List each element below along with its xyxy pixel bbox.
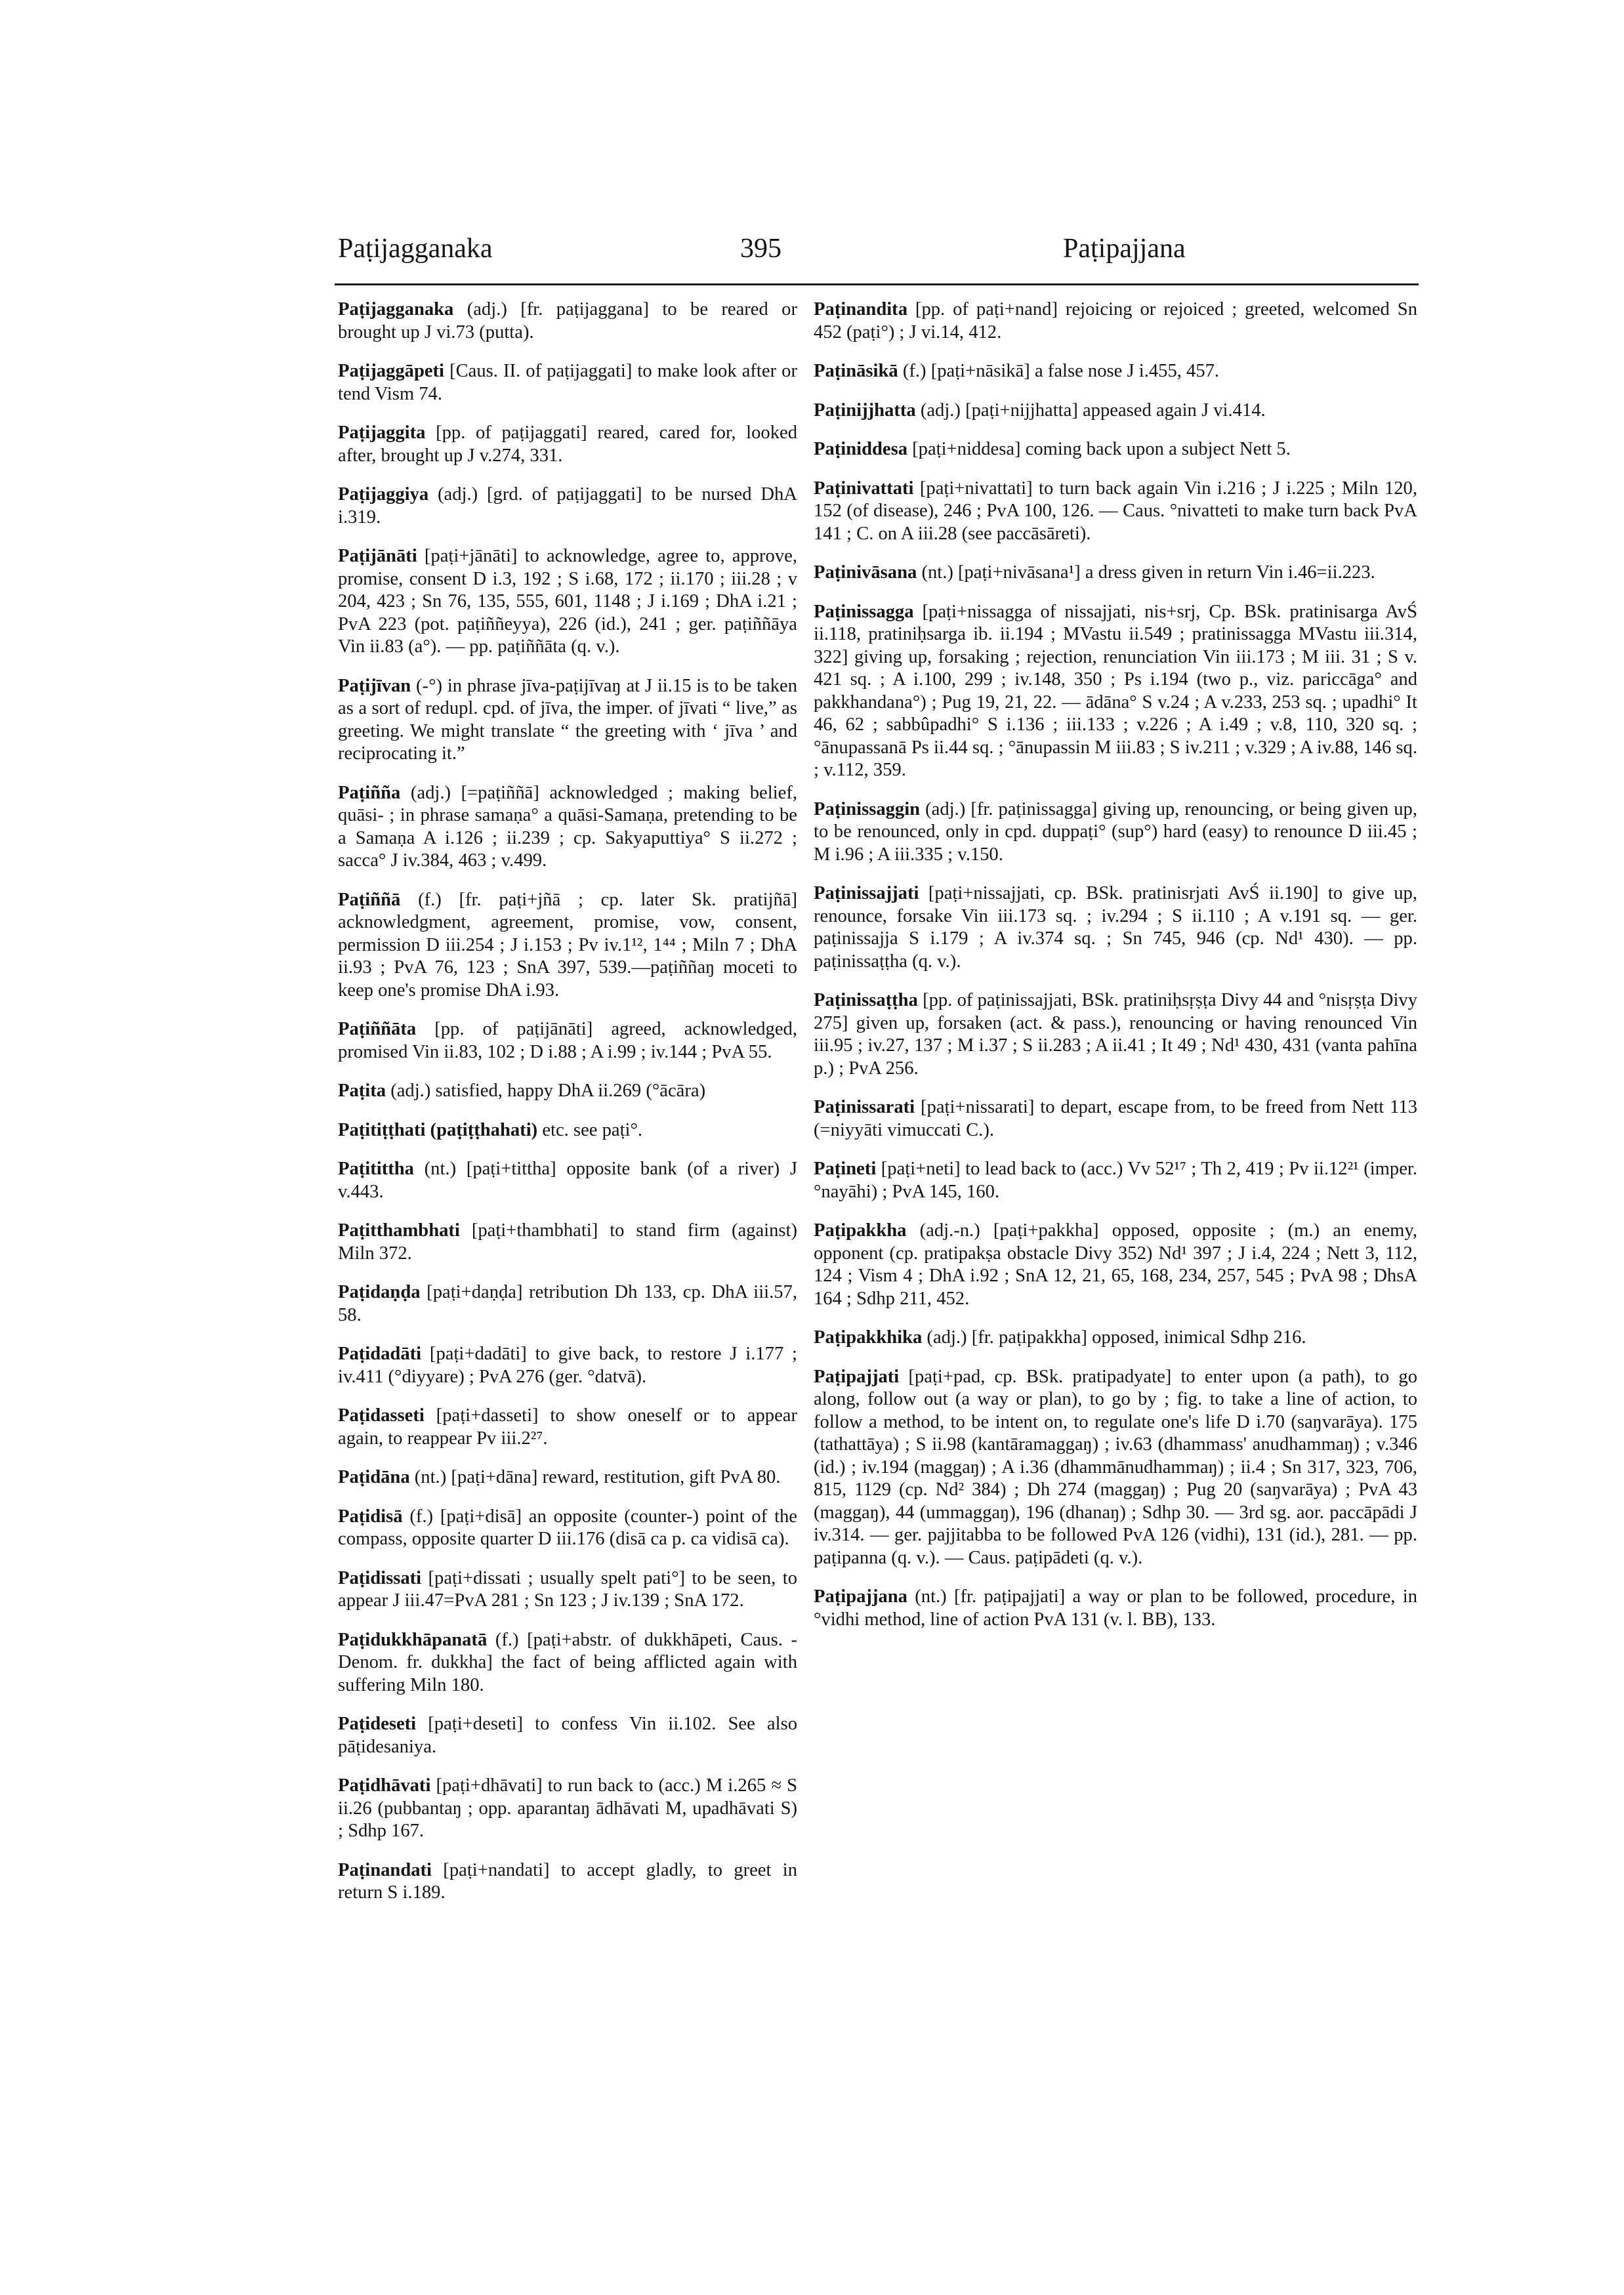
headword: Paṭideseti [338, 1714, 417, 1734]
headword: Paṭinissaṭṭha [814, 990, 918, 1010]
headword: Paṭitittha [338, 1159, 414, 1179]
dictionary-entry [814, 438, 1417, 461]
headword: Paṭidukkhāpanatā [338, 1629, 488, 1650]
dictionary-entry [338, 1466, 797, 1489]
dictionary-entry [814, 1327, 1417, 1350]
headword: Paṭijīvan [338, 675, 411, 696]
dictionary-entry [338, 782, 797, 873]
headword: Paṭinijjhatta [814, 400, 916, 421]
dictionary-entry [338, 1018, 797, 1064]
dictionary-entry [814, 989, 1417, 1080]
definition: (adj.) [fr. paṭijaggana] to be reared or brought up J vi.73 (putta). [338, 299, 797, 342]
headword: Paṭinivattati [814, 478, 914, 499]
right-guide-word: Paṭipajjana [1063, 234, 1186, 264]
dictionary-entry [338, 299, 797, 344]
headword: Paṭiniddesa [814, 439, 907, 459]
definition: (adj.) [paṭi+nijjhatta] appeased again J vi.414. [915, 400, 1266, 421]
dictionary-entry [814, 882, 1417, 973]
headword: Paṭipajjati [814, 1366, 900, 1387]
dictionary-entry [814, 1586, 1417, 1631]
dictionary-entry [814, 601, 1417, 782]
dictionary-entry [814, 400, 1417, 423]
headword: Paṭidasseti [338, 1405, 425, 1426]
headword: Paṭinissarati [814, 1097, 915, 1117]
headword: Paṭināsikā [814, 361, 898, 381]
dictionary-entry [338, 1506, 797, 1551]
definition: (adj.) satisfied, happy DhA ii.269 (°ācāra) [386, 1081, 706, 1101]
dictionary-entry [338, 1629, 797, 1697]
dictionary-entry [814, 478, 1417, 546]
dictionary-entry [338, 484, 797, 529]
definition: [paṭi+daṇḍa] retribution Dh 133, cp. DhA iii.57, 58. [338, 1282, 797, 1325]
dictionary-entry [338, 1080, 797, 1103]
definition: [pp. of paṭinissajjati, BSk. pratiniḥsṛṣṭa Divy 44 and °nisṛṣṭa Divy 275] given up, forsaken (act. & pass.), renouncing or having renounced Vin iii.95 ; iv.27, 137 ; M i.37 ; S ii.283 ; A ii.41 ; It 49 ; Nd¹ 430, 431 (vanta pahīna p.) ; PvA 256. [814, 990, 1417, 1079]
definition: (adj.) [fr. paṭipakkha] opposed, inimical Sdhp 216. [922, 1327, 1306, 1348]
definition: (nt.) [fr. paṭipajjati] a way or plan to be followed, procedure, in °vidhi method, line of action PvA 131 (v. l. BB), 133. [814, 1586, 1417, 1630]
headword: Paṭipakkha [814, 1220, 907, 1241]
headword: Paṭipakkhika [814, 1327, 923, 1348]
dictionary-entry [814, 299, 1417, 344]
definition: (nt.) [paṭi+tittha] opposite bank (of a river) J v.443. [338, 1159, 797, 1202]
headword: Paṭijānāti [338, 546, 417, 566]
right-column [814, 299, 1417, 1647]
headword: Paṭinissaggin [814, 798, 921, 819]
dictionary-entry [814, 1366, 1417, 1570]
headword: Paṭitthambhati [338, 1220, 460, 1241]
dictionary-entry [814, 798, 1417, 867]
headword: Paṭiñña [338, 782, 401, 803]
definition: etc. see paṭi°. [537, 1119, 643, 1140]
left-column [338, 299, 797, 1921]
dictionary-entry [338, 1343, 797, 1388]
left-guide-word: Paṭijagganaka [338, 234, 493, 264]
definition: [paṭi+dadāti] to give back, to restore J i.177 ; iv.411 (°diyyare) ; PvA 276 (ger. °datvā). [338, 1344, 797, 1387]
headword: Paṭijaggiya [338, 484, 429, 505]
headword: Paṭinissagga [814, 601, 914, 622]
definition: (adj.) [fr. paṭinissagga] giving up, renouncing, or being given up, to be renounced, only in cpd. duppaṭi° (sup°) hard (easy) to renounce D iii.45 ; M i.96 ; A iii.335 ; v.150. [814, 798, 1417, 865]
definition: [paṭi+nivattati] to turn back again Vin i.216 ; J i.225 ; Miln 120, 152 (of disease), 246 ; PvA 100, 126. — Caus. °nivatteti to make turn back PvA 141 ; C. on A iii.28 (see paccāsāreti). [814, 478, 1417, 544]
dictionary-entry [338, 1119, 797, 1142]
definition: [paṭi+nandati] to accept gladly, to greet in return S i.189. [338, 1859, 797, 1903]
definition: (adj.) [=paṭiññā] acknowledged ; making belief, quāsi- ; in phrase samaṇa° a quāsi-Samaṇa, pretending to be a Samaṇa A i.126 ; ii.239 ; cp. Sakyaputtiya° S ii.272 ; sacca° J iv.384, 463 ; v.499. [338, 782, 797, 871]
headword: Paṭijagganaka [338, 299, 454, 320]
definition: [Caus. II. of paṭijaggati] to make look after or tend Vism 74. [338, 361, 797, 404]
headword: Paṭipajjana [814, 1586, 907, 1607]
headword: Paṭinivāsana [814, 562, 917, 583]
dictionary-entry [338, 1281, 797, 1327]
definition: (nt.) [paṭi+dāna] reward, restitution, gift PvA 80. [409, 1467, 781, 1487]
definition: (-°) in phrase jīva-paṭijīvaŋ at J ii.15 is to be taken as a sort of redupl. cpd. of jīva, the imper. of jīvati “ live,” as greeting. We might translate “ the greeting with ‘ jīva ’ and reciprocating it.” [338, 675, 797, 764]
dictionary-entry [338, 545, 797, 659]
dictionary-entry [814, 562, 1417, 585]
definition: [paṭi+nissarati] to depart, escape from, to be freed from Nett 113 (=niyyāti vimuccati C.). [814, 1097, 1417, 1140]
headword: Paṭitiṭṭhati (paṭiṭṭhahati) [338, 1119, 538, 1140]
dictionary-entry [814, 1096, 1417, 1142]
dictionary-entry [338, 360, 797, 405]
dictionary-entry [338, 1405, 797, 1450]
headword: Paṭijaggāpeti [338, 361, 444, 381]
definition: [paṭi+neti] to lead back to (acc.) Vv 52¹⁷ ; Th 2, 419 ; Pv ii.12²¹ (imper. °nayāhi) ; PvA 145, 160. [814, 1159, 1417, 1202]
dictionary-entry [338, 1567, 797, 1613]
dictionary-entry [338, 1775, 797, 1843]
definition: [paṭi+dissati ; usually spelt pati°] to be seen, to appear J iii.47=PvA 281 ; Sn 123 ; J iv.139 ; SnA 172. [338, 1567, 797, 1611]
headword: Paṭinandati [338, 1859, 432, 1880]
definition: (nt.) [paṭi+nivāsana¹] a dress given in return Vin i.46=ii.223. [917, 562, 1375, 583]
definition: (f.) [paṭi+nāsikā] a false nose J i.455, 457. [898, 361, 1220, 381]
headword: Paṭiññā [338, 889, 401, 910]
headword: Paṭiññāta [338, 1019, 417, 1039]
dictionary-entry [338, 1859, 797, 1905]
headword: Paṭidhāvati [338, 1775, 431, 1796]
headword: Paṭidisā [338, 1506, 403, 1527]
headword: Paṭineti [814, 1159, 877, 1179]
definition: [paṭi+nissajjati, cp. BSk. pratinisrjati AvŚ ii.190] to give up, renounce, forsake Vin iii.173 sq. ; iv.294 ; S ii.110 ; A v.191 sq. — ger. paṭinissajja S i.179 ; A iv.374 sq. ; Sn 745, 946 (cp. Nd¹ 430). — pp. paṭinissaṭṭha (q. v.). [814, 883, 1417, 972]
headword: Paṭijaggita [338, 423, 426, 443]
headword: Paṭinissajjati [814, 883, 919, 903]
definition: [pp. of paṭijaggati] reared, cared for, looked after, brought up J v.274, 331. [338, 423, 797, 466]
dictionary-entry [814, 360, 1417, 383]
headword: Paṭita [338, 1081, 386, 1101]
page-number: 395 [740, 234, 781, 264]
definition: [paṭi+deseti] to confess Vin ii.102. See also pāṭidesaniya. [338, 1714, 797, 1757]
definition: (f.) [paṭi+disā] an opposite (counter-) point of the compass, opposite quarter D iii.176 (disā ca p. ca vidisā ca). [338, 1506, 797, 1549]
dictionary-entry [338, 1158, 797, 1203]
dictionary-entry [338, 889, 797, 1003]
definition: [pp. of paṭijānāti] agreed, acknowledged, promised Vin ii.83, 102 ; D i.88 ; A i.99 ; iv.144 ; PvA 55. [338, 1019, 797, 1062]
definition: [paṭi+pad, cp. BSk. pratipadyate] to enter upon (a path), to go along, follow out (a way or plan), to go by ; fig. to take a line of action, to follow a method, to be intent on, to regulate one's life D i.70 (saŋvarāya). 175 (tathattāya) ; S ii.98 (kantāramaggaŋ) ; iv.63 (dhammass' anudhammaŋ) ; v.346 (id.) ; iv.194 (maggaŋ) ; A i.36 (dhammānudhammaŋ) ; ii.4 ; Sn 317, 323, 706, 815, 1129 (cp. Nd² 384) ; Dh 274 (maggaŋ) ; Pug 20 (saŋvarāya) ; PvA 43 (maggaŋ), 44 (ummaggaŋ), 196 (dhanaŋ) ; Sdhp 30. — 3rd sg. aor. paccāpādi J iv.314. — ger. pajjitabba to be followed PvA 126 (vidhi), 131 (id.), 281. — pp. paṭipanna (q. v.). — Caus. paṭipādeti (q. v.). [814, 1366, 1417, 1568]
definition: (f.) [paṭi+abstr. of dukkhāpeti, Caus. -Denom. fr. dukkha] the fact of being afflicted again with suffering Miln 180. [338, 1629, 797, 1695]
definition: [pp. of paṭi+nand] rejoicing or rejoiced ; greeted, welcomed Sn 452 (paṭi°) ; J vi.14, 412. [814, 299, 1417, 342]
definition: [paṭi+dasseti] to show oneself or to appear again, to reappear Pv iii.2²⁷. [338, 1405, 797, 1449]
definition: [paṭi+nissagga of nissajjati, nis+srj, Cp. BSk. pratinisarga AvŚ ii.118, pratiniḥsarga ib. ii.194 ; MVastu ii.549 ; pratinissagga MVastu iii.314, 322] giving up, forsaking ; rejection, renunciation Vin iii.173 ; M iii. 31 ; S v. 421 sq. ; A i.100, 299 ; iv.148, 350 ; Ps i.194 (two p., viz. pariccāga° and pakkhandana°) ; Pug 19, 21, 22. — ādāna° S v.24 ; A v.233, 253 sq. ; upadhi° It 46, 62 ; sabbûpadhi° S i.136 ; iii.133 ; v.226 ; A i.49 ; v.8, 110, 320 sq. ; °ānupassanā Ps ii.44 sq. ; °ānupassin M iii.83 ; S iv.211 ; v.329 ; A iv.88, 146 sq. ; v.112, 359. [814, 601, 1417, 780]
headword: Paṭinandita [814, 299, 907, 320]
headword: Paṭidadāti [338, 1344, 422, 1364]
dictionary-entry [338, 675, 797, 766]
headword: Paṭidaṇḍa [338, 1282, 421, 1302]
definition: [paṭi+niddesa] coming back upon a subject Nett 5. [907, 439, 1291, 459]
dictionary-entry [814, 1158, 1417, 1203]
definition: (f.) [fr. paṭi+jñā ; cp. later Sk. pratijñā] acknowledgment, agreement, promise, vow, consent, permission D iii.254 ; J i.153 ; Pv iv.1¹², 1⁴⁴ ; Miln 7 ; DhA ii.93 ; PvA 76, 123 ; SnA 397, 539.—paṭiññaŋ moceti to keep one's promise DhA i.93. [338, 889, 797, 1001]
headword: Paṭidissati [338, 1567, 422, 1588]
definition: (adj.) [grd. of paṭijaggati] to be nursed DhA i.319. [338, 484, 797, 527]
definition: (adj.-n.) [paṭi+pakkha] opposed, opposite ; (m.) an enemy, opponent (cp. pratipakṣa obstacle Divy 352) Nd¹ 397 ; J i.4, 224 ; Nett 3, 112, 124 ; Vism 4 ; DhA i.92 ; SnA 12, 21, 65, 168, 234, 257, 545 ; PvA 98 ; DhsA 164 ; Sdhp 211, 452. [814, 1220, 1417, 1309]
header-rule [335, 283, 1419, 285]
headword: Paṭidāna [338, 1467, 410, 1487]
dictionary-entry [338, 1220, 797, 1265]
definition: [paṭi+dhāvati] to run back to (acc.) M i.265 ≈ S ii.26 (pubbantaŋ ; opp. aparantaŋ ādhāvati M, upadhāvati S) ; Sdhp 167. [338, 1775, 797, 1841]
dictionary-entry [814, 1220, 1417, 1310]
definition: [paṭi+jānāti] to acknowledge, agree to, approve, promise, consent D i.3, 192 ; S i.68, 172 ; ii.170 ; iii.28 ; v 204, 423 ; Sn 76, 135, 555, 601, 1148 ; J i.169 ; DhA i.21 ; PvA 223 (pot. paṭiññeyya), 226 (id.), 241 ; ger. paṭiññāya Vin ii.83 (a°). — pp. paṭiññāta (q. v.). [338, 546, 797, 657]
dictionary-entry [338, 422, 797, 467]
definition: [paṭi+thambhati] to stand firm (against) Miln 372. [338, 1220, 797, 1264]
dictionary-entry [338, 1713, 797, 1758]
running-header [0, 233, 1624, 272]
